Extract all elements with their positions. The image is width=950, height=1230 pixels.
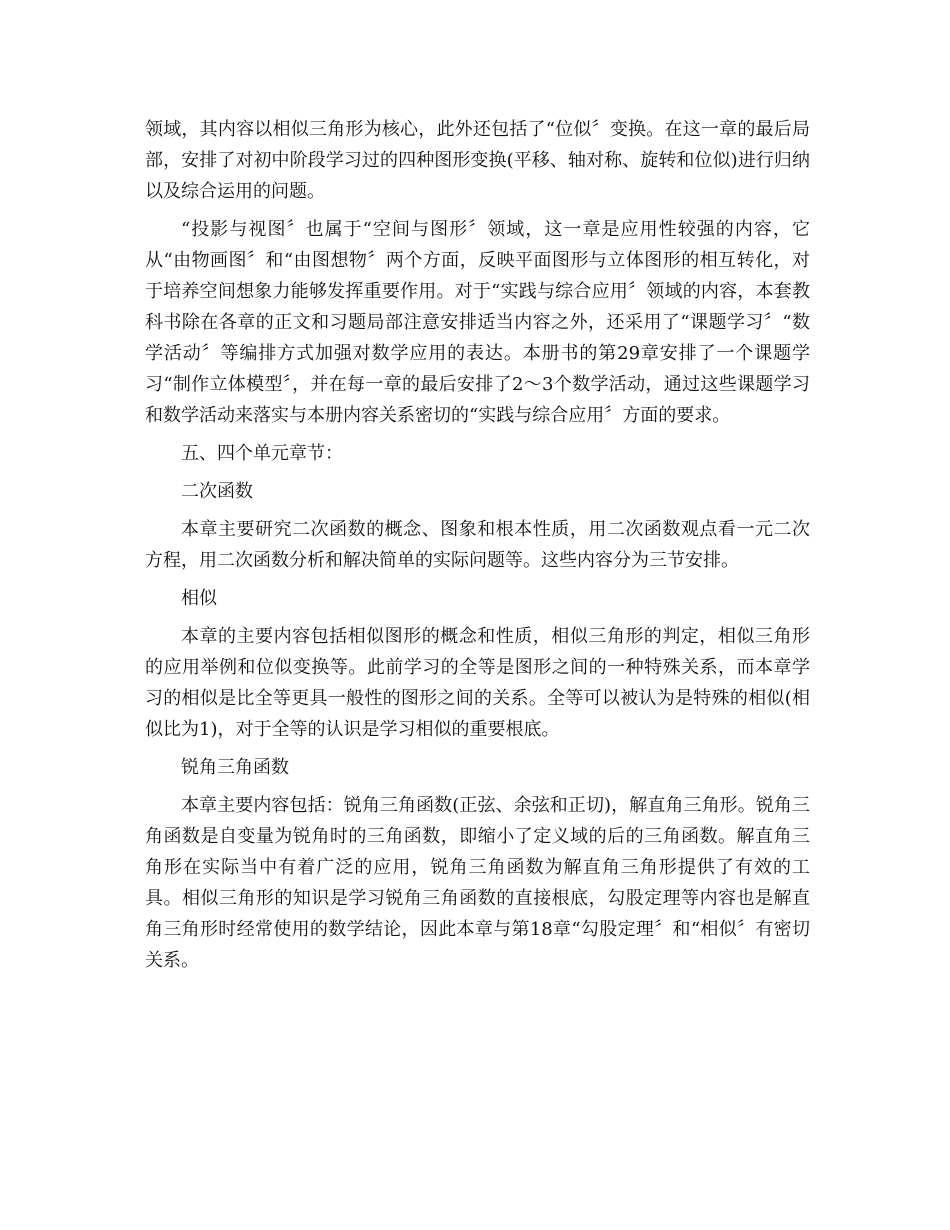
- chapter-heading-quadratic-functions: 二次函数: [181, 481, 253, 502]
- paragraph-projection-and-views: “投影与视图〞也属于“空间与图形〞领域，这一章是应用性较强的内容，它从“由物画图〞和“由图想物〞两个方面，反映平面图形与立体图形的相互转化，对于培养空间想象力能够发挥重要作用。对于“实践与综合应用〞领域的内容，本套教科书除在各章的正文和习题局部注意安排适当内容之外，还采用了“课题学习〞“数学活动〞等编排方式加强对数学应用的表达。本册书的第29章安排了一个课题学习“制作立体模型〞，并在每一章的最后安排了2～3个数学活动，通过这些课题学习和数学活动来落实与本册内容关系密切的“实践与综合应用〞方面的要求。: [145, 219, 810, 426]
- section-heading-four-units: 五、四个单元章节：: [181, 443, 343, 464]
- paragraph-quadratic-functions: 本章主要研究二次函数的概念、图象和根本性质，用二次函数观点看一元二次方程，用二次函数分析和解决简单的实际问题等。这些内容分为三节安排。: [145, 519, 810, 571]
- paragraph-intro-continuation: 领域，其内容以相似三角形为核心，此外还包括了“位似〞变换。在这一章的最后局部，安排了对初中阶段学习过的四种图形变换(平移、轴对称、旋转和位似)进行归纳以及综合运用的问题。: [145, 119, 810, 202]
- chapter-heading-trigonometric-functions: 锐角三角函数: [181, 757, 289, 778]
- paragraph-similarity: 本章的主要内容包括相似图形的概念和性质，相似三角形的判定，相似三角形的应用举例和位似变换等。此前学习的全等是图形之间的一种特殊关系，而本章学习的相似是比全等更具一般性的图形之间的关系。全等可以被认为是特殊的相似(相似比为1)，对于全等的认识是学习相似的重要根底。: [145, 626, 810, 740]
- chapter-heading-similarity: 相似: [181, 588, 217, 609]
- paragraph-trigonometric-functions: 本章主要内容包括：锐角三角函数(正弦、余弦和正切)，解直角三角形。锐角三角函数是自变量为锐角时的三角函数，即缩小了定义域的后的三角函数。解直角三角形在实际当中有着广泛的应用，锐角三角函数为解直角三角形提供了有效的工具。相似三角形的知识是学习锐角三角函数的直接根底，勾股定理等内容也是解直角三角形时经常使用的数学结论，因此本章与第18章“勾股定理〞和“相似〞有密切关系。: [145, 795, 810, 971]
- document-page: [145, 114, 810, 983]
